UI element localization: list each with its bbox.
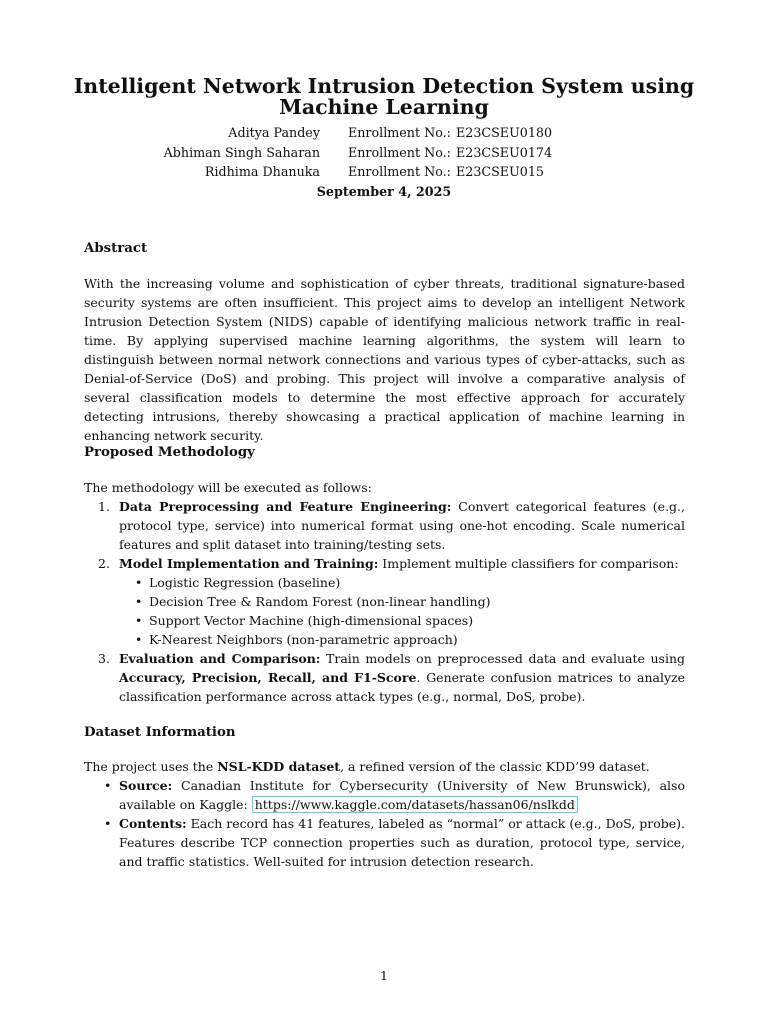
step-number: 1. (98, 499, 110, 514)
enrollment-label: Enrollment No.: (348, 144, 451, 160)
step-number: 2. (98, 556, 110, 571)
dataset-info-list (84, 776, 685, 871)
author-block (150, 123, 620, 182)
list-item-text: Logistic Regression (baseline) (149, 575, 341, 590)
author-row (150, 143, 620, 163)
abstract-text: With the increasing volume and sophistication of cyber threats, traditional signature-based security systems are often insufficient. This project aims to develop an intelligent Network Intrusion Detection System (NIDS) capable of identifying malicious network traffic in real-time. By applying supervised machine learning algorithms, the system will learn to distinguish between normal network connections and various types of cyber-attacks, such as Denial-of-Service (DoS) and probing. This project will involve a comparative analysis of several classification models to determine the most effective approach for accurately detecting intrusions, thereby showcasing a practical application of machine learning in enhancing network security. (84, 276, 685, 443)
list-item-text: Decision Tree & Random Forest (non-linear handling) (149, 594, 491, 609)
bullet-icon: • (135, 594, 143, 609)
enrollment-number: E23CSEU0174 (456, 144, 553, 160)
enrollment-label: Enrollment No.: (348, 125, 451, 140)
list-item (119, 611, 685, 630)
methodology-heading: Proposed Methodology (84, 445, 255, 460)
methodology-intro: The methodology will be executed as follows: (84, 480, 372, 495)
step-text: Convert categorical features (e.g., protocol type, service) into numerical format using one-hot encoding. Scale numerical features and split dataset into training/testing sets. (119, 499, 685, 552)
methodology-step (84, 497, 685, 554)
bullet-icon: • (135, 575, 143, 590)
list-item-text: K-Nearest Neighbors (non-parametric approach) (149, 632, 458, 647)
step-text: Train models on preprocessed data and evaluate using (326, 651, 685, 666)
dataset-heading: Dataset Information (84, 725, 236, 740)
step-text: Implement multiple classifiers for comparison: (382, 556, 679, 571)
list-item (84, 776, 685, 814)
dataset-intro-text: The project uses the (84, 759, 214, 774)
methodology-steps (84, 497, 685, 706)
metrics-text: Accuracy, Precision, Recall, and F1-Score (119, 670, 417, 685)
item-text: Each record has 41 features, labeled as “normal” or attack (e.g., DoS, probe). Features describe TCP connection properties such as duration, protocol type, service, and traffic statistics. Well-suited for intrusion detection research. (119, 816, 685, 869)
list-item (119, 573, 685, 592)
item-label: Contents: (119, 816, 187, 831)
dataset-intro (84, 757, 650, 776)
item-label: Source: (119, 778, 173, 793)
step-title: Model Implementation and Training: (119, 556, 379, 571)
author-row (150, 123, 620, 143)
author-name: Aditya Pandey (228, 125, 320, 140)
bullet-icon: • (104, 778, 112, 793)
paper-date: September 4, 2025 (316, 184, 452, 199)
dataset-name: NSL-KDD dataset (217, 759, 341, 774)
author-name: Ridhima Dhanuka (204, 164, 320, 180)
list-item (119, 630, 685, 649)
enrollment-label: Enrollment No.: (348, 164, 451, 180)
enrollment-number: E23CSEU0180 (456, 125, 553, 140)
paper-title: Intelligent Network Intrusion Detection System using Machine Learning (73, 74, 695, 119)
list-item (119, 592, 685, 611)
step-number: 3. (98, 651, 110, 666)
classifier-list (119, 573, 685, 649)
step-title: Evaluation and Comparison: (119, 651, 321, 666)
list-item (84, 814, 685, 871)
kaggle-link[interactable]: https://www.kaggle.com/datasets/hassan06/nslkdd (252, 796, 578, 813)
bullet-icon: • (135, 613, 143, 628)
methodology-step (84, 649, 685, 706)
methodology-step (84, 554, 685, 649)
item-text: Canadian Institute for Cybersecurity (University of New Brunswick), also available on Kaggle: (119, 778, 685, 812)
author-row (150, 162, 620, 182)
bullet-icon: • (104, 816, 112, 831)
step-text-continued: . Generate confusion matrices to analyze classification performance across attack types (e.g., normal, DoS, probe). (119, 670, 685, 704)
bullet-icon: • (135, 632, 143, 647)
dataset-intro-rest: , a refined version of the classic KDD’99 dataset. (340, 759, 650, 774)
page-number: 1 (380, 968, 388, 983)
enrollment-number: E23CSEU015 (456, 164, 544, 180)
abstract-heading: Abstract (84, 241, 148, 256)
step-title: Data Preprocessing and Feature Engineering: (119, 499, 452, 514)
list-item-text: Support Vector Machine (high-dimensional spaces) (149, 613, 474, 628)
author-name: Abhiman Singh Saharan (163, 144, 320, 160)
